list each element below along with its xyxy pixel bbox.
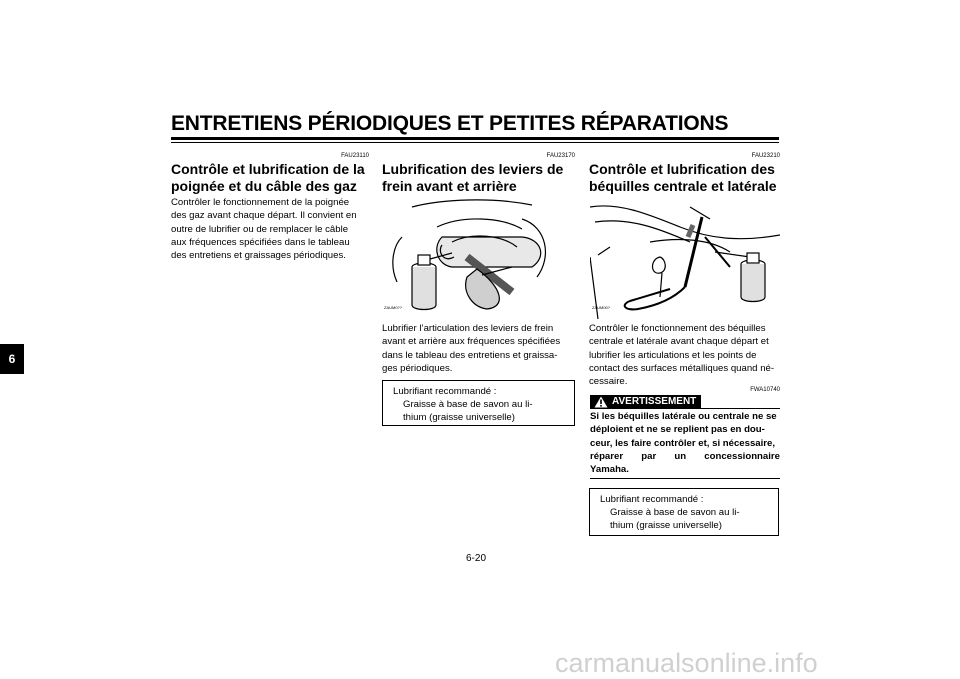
warning-line: réparer par un concessionnaire (590, 450, 780, 462)
stand-illustration (590, 197, 780, 319)
lubricant-line: Graisse à base de savon au li- (403, 399, 533, 410)
section-code: FAU23110 (341, 153, 369, 159)
body-line: Lubrifier l’articulation des leviers de frein (382, 323, 554, 334)
warning-icon (594, 396, 608, 408)
section-body (382, 322, 575, 375)
section-title: Lubrification des leviers de frein avant et arrière (382, 161, 564, 194)
section-body (589, 322, 780, 388)
body-line: cessaire. (589, 376, 628, 388)
warning-line: déploient et ne se replient pas en dou- (590, 424, 765, 436)
lubricant-heading: Lubrifiant recommandé : (393, 386, 497, 397)
lubricant-heading: Lubrifiant recommandé : (600, 494, 704, 505)
lubricant-box (382, 380, 575, 426)
body-line: des entretiens et graissages périodiques. (171, 250, 346, 262)
page-number: 6-20 (466, 553, 487, 564)
warning-line: Si les béquilles latérale ou centrale ne se (590, 411, 777, 422)
body-line: outre de lubrifier ou de remplacer le câble (171, 223, 349, 235)
warning-label-block (590, 395, 701, 409)
section-code: FAU23210 (751, 153, 780, 159)
body-line: avant et arrière aux fréquences spécifiées (382, 336, 561, 348)
header-rule-thin (171, 142, 779, 143)
chapter-tab (0, 344, 24, 374)
lubricant-line: thium (graisse universelle) (403, 412, 515, 423)
section-title: Contrôle et lubrification de la poignée et du câble des gaz (171, 161, 365, 194)
page-header-title: ENTRETIENS PÉRIODIQUES ET PETITES RÉPARATIONS (171, 112, 729, 135)
warning-banner (590, 395, 780, 409)
figure-code: ZAUM00? (592, 305, 611, 310)
body-line: contact des surfaces métalliques quand né- (589, 362, 775, 374)
body-line: centrale et latérale avant chaque départ et (589, 336, 769, 348)
warning-end-rule (590, 478, 780, 479)
warning-rule (590, 408, 780, 409)
figure-code: ZAUM0?? (384, 305, 403, 310)
lubricant-line: thium (graisse universelle) (610, 520, 722, 531)
section-body (171, 196, 370, 262)
warning-line: Yamaha. (590, 464, 629, 476)
lubricant-line: Graisse à base de savon au li- (610, 507, 740, 518)
header-rule-thick (171, 137, 779, 140)
section-code: FAU23170 (546, 153, 575, 159)
body-line: des gaz avant chaque départ. Il convient en (171, 210, 357, 222)
watermark: carmanualsonline.info (555, 648, 818, 678)
lubricant-box (589, 488, 779, 536)
chapter-number: 6 (8, 352, 16, 366)
body-line: ges périodiques. (382, 362, 453, 374)
warning-code: FWA10740 (750, 387, 780, 393)
warning-text (590, 410, 780, 476)
warning-line: ceur, les faire contrôler et, si nécessaire, (590, 437, 776, 449)
section-title: Contrôle et lubrification des béquilles centrale et latérale (589, 161, 777, 194)
warning-label: AVERTISSEMENT (612, 396, 697, 407)
body-line: Contrôler le fonctionnement de la poignée (171, 197, 350, 208)
body-line: lubrifier les articulations et les points de (589, 349, 757, 361)
body-line: Contrôler le fonctionnement des béquilles (589, 323, 766, 334)
brake-lever-illustration (382, 197, 576, 319)
body-line: aux fréquences spécifiées dans le tableau (171, 236, 350, 248)
body-line: dans le tableau des entretiens et graissa- (382, 349, 558, 361)
